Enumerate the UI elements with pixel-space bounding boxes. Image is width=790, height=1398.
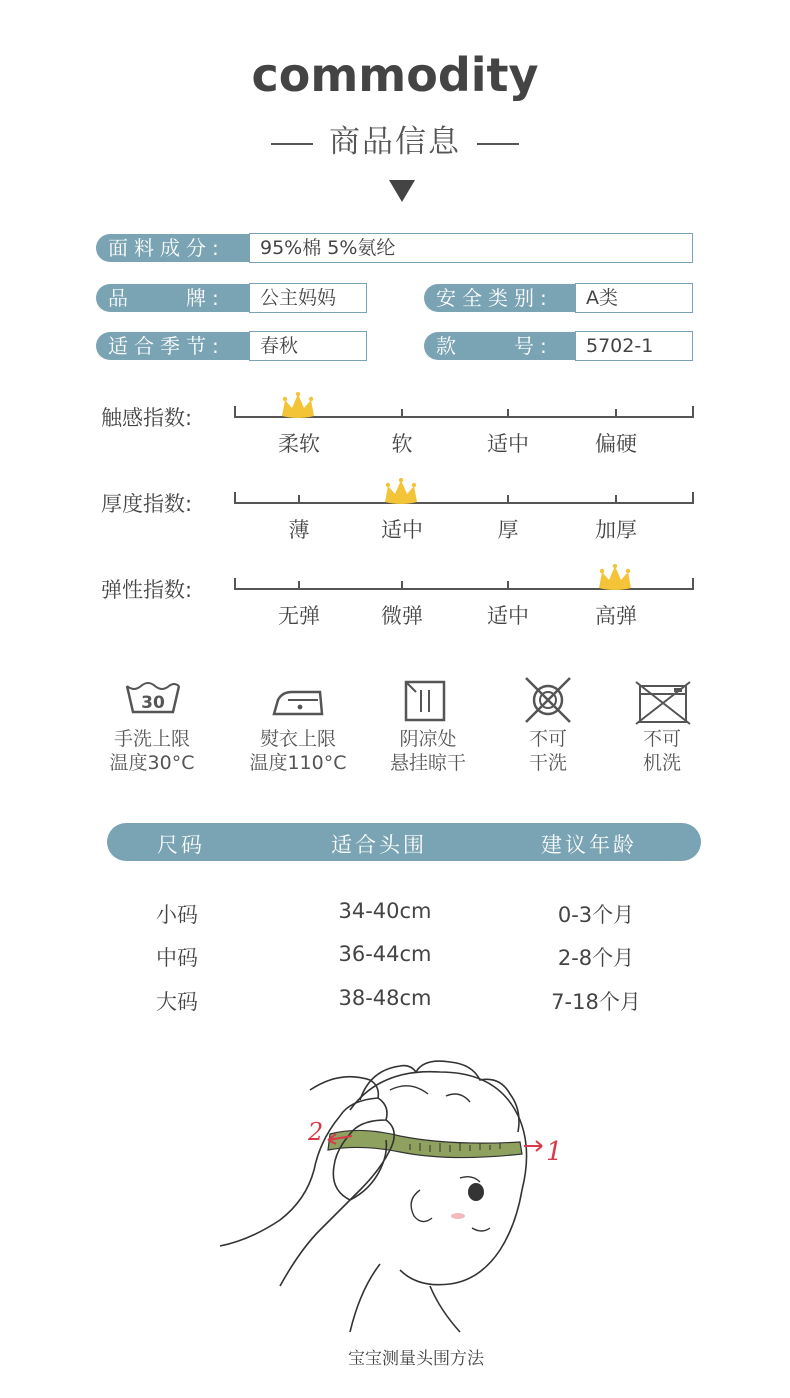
section-subtitle: 商品信息 bbox=[0, 116, 790, 161]
season-value: 春秋 bbox=[249, 331, 367, 361]
line-dry-shade-icon bbox=[396, 678, 454, 728]
touch-index-option: 适中 bbox=[487, 432, 529, 456]
care-line-1: 不可 bbox=[642, 728, 681, 750]
safety-label: 安全类别: bbox=[424, 284, 576, 312]
thickness-index-tick bbox=[615, 495, 617, 504]
elasticity-index-option: 适中 bbox=[487, 604, 529, 628]
crown-icon bbox=[280, 392, 316, 422]
touch-index-option: 偏硬 bbox=[595, 432, 637, 456]
touch-index-end-tick bbox=[234, 406, 236, 418]
crown-icon bbox=[597, 564, 633, 594]
elasticity-index-end-tick bbox=[692, 578, 694, 590]
touch-index-tick bbox=[615, 409, 617, 418]
care-line-1: 熨衣上限 bbox=[259, 728, 336, 750]
thickness-index-option: 加厚 bbox=[595, 518, 637, 542]
ear bbox=[411, 1190, 432, 1222]
fabric-label: 面料成分: bbox=[96, 234, 250, 262]
no-tumble-dry-icon bbox=[519, 677, 577, 727]
elasticity-index-option: 无弹 bbox=[278, 604, 320, 628]
size-table-header bbox=[107, 823, 701, 861]
size-table-cell: 小码 bbox=[156, 903, 198, 927]
size-table-cell: 0-3个月 bbox=[557, 903, 635, 927]
size-table-cell: 中码 bbox=[156, 946, 198, 970]
measuring-tape bbox=[328, 1130, 522, 1157]
thickness-index-option: 薄 bbox=[288, 518, 310, 542]
head-measure-illustration bbox=[210, 1050, 570, 1340]
season-label: 适合季节: bbox=[96, 332, 250, 360]
touch-index-tick bbox=[401, 409, 403, 418]
size-table-cell: 38-48cm bbox=[338, 986, 432, 1010]
header-size: 尺码 bbox=[157, 833, 205, 857]
thickness-index-option: 适中 bbox=[381, 518, 423, 542]
thickness-index-label: 厚度指数: bbox=[101, 492, 193, 516]
touch-index-label: 触感指数: bbox=[101, 406, 193, 430]
size-table-cell: 36-44cm bbox=[338, 942, 432, 966]
hand-left bbox=[220, 1077, 378, 1246]
marker-2: 2 bbox=[308, 1118, 324, 1146]
model-value: 5702-1 bbox=[575, 331, 693, 361]
care-line-2: 悬挂晾干 bbox=[389, 752, 466, 774]
touch-index-option: 软 bbox=[391, 432, 413, 456]
illustration-caption: 宝宝测量头围方法 bbox=[348, 1349, 484, 1369]
elasticity-index-option: 微弹 bbox=[381, 604, 423, 628]
thickness-index-end-tick bbox=[692, 492, 694, 504]
care-instruction bbox=[228, 727, 368, 775]
eye bbox=[468, 1183, 484, 1201]
touch-index-end-tick bbox=[692, 406, 694, 418]
size-table-cell: 7-18个月 bbox=[551, 990, 641, 1014]
header-head-circumference: 适合头围 bbox=[331, 833, 427, 857]
svg-text:30: 30 bbox=[141, 693, 165, 713]
model-label: 款 号: bbox=[424, 332, 576, 360]
header-age: 建议年龄 bbox=[541, 833, 637, 857]
care-line-1: 阴凉处 bbox=[399, 728, 457, 750]
care-instruction bbox=[82, 727, 222, 775]
touch-index-option: 柔软 bbox=[278, 432, 320, 456]
elasticity-index-label: 弹性指数: bbox=[101, 578, 193, 602]
size-table-cell: 2-8个月 bbox=[557, 946, 635, 970]
hand-wash-30-icon bbox=[124, 678, 182, 728]
care-line-2: 温度30°C bbox=[109, 752, 195, 774]
fabric-value: 95%棉 5%氨纶 bbox=[249, 233, 693, 263]
brand-label: 品 牌: bbox=[96, 284, 250, 312]
elasticity-index-tick bbox=[401, 581, 403, 590]
size-table-cell: 大码 bbox=[156, 990, 198, 1014]
safety-value: A类 bbox=[575, 283, 693, 313]
down-arrow-icon bbox=[389, 180, 415, 202]
marker-1: 1 bbox=[546, 1137, 563, 1167]
care-line-2: 温度110°C bbox=[249, 752, 347, 774]
care-line-2: 机洗 bbox=[642, 752, 681, 774]
care-line-2: 干洗 bbox=[528, 752, 567, 774]
thickness-index-option: 厚 bbox=[497, 518, 519, 542]
care-instruction bbox=[592, 727, 732, 775]
iron-icon bbox=[270, 680, 328, 730]
crown-icon bbox=[383, 478, 419, 508]
elasticity-index-tick bbox=[298, 581, 300, 590]
elasticity-index-tick bbox=[507, 581, 509, 590]
elasticity-index-option: 高弹 bbox=[595, 604, 637, 628]
head-outline bbox=[350, 1072, 527, 1285]
no-machine-wash-icon bbox=[634, 680, 692, 730]
brand-value: 公主妈妈 bbox=[249, 283, 367, 313]
thickness-index-tick bbox=[298, 495, 300, 504]
elasticity-index-end-tick bbox=[234, 578, 236, 590]
care-instruction bbox=[358, 727, 498, 775]
thickness-index-end-tick bbox=[234, 492, 236, 504]
thickness-index-tick bbox=[507, 495, 509, 504]
touch-index-tick bbox=[507, 409, 509, 418]
page-title: commodity bbox=[251, 48, 539, 102]
care-line-1: 手洗上限 bbox=[113, 728, 190, 750]
thickness-index-axis bbox=[234, 502, 694, 504]
care-line-1: 不可 bbox=[528, 728, 567, 750]
size-table-cell: 34-40cm bbox=[338, 899, 432, 923]
